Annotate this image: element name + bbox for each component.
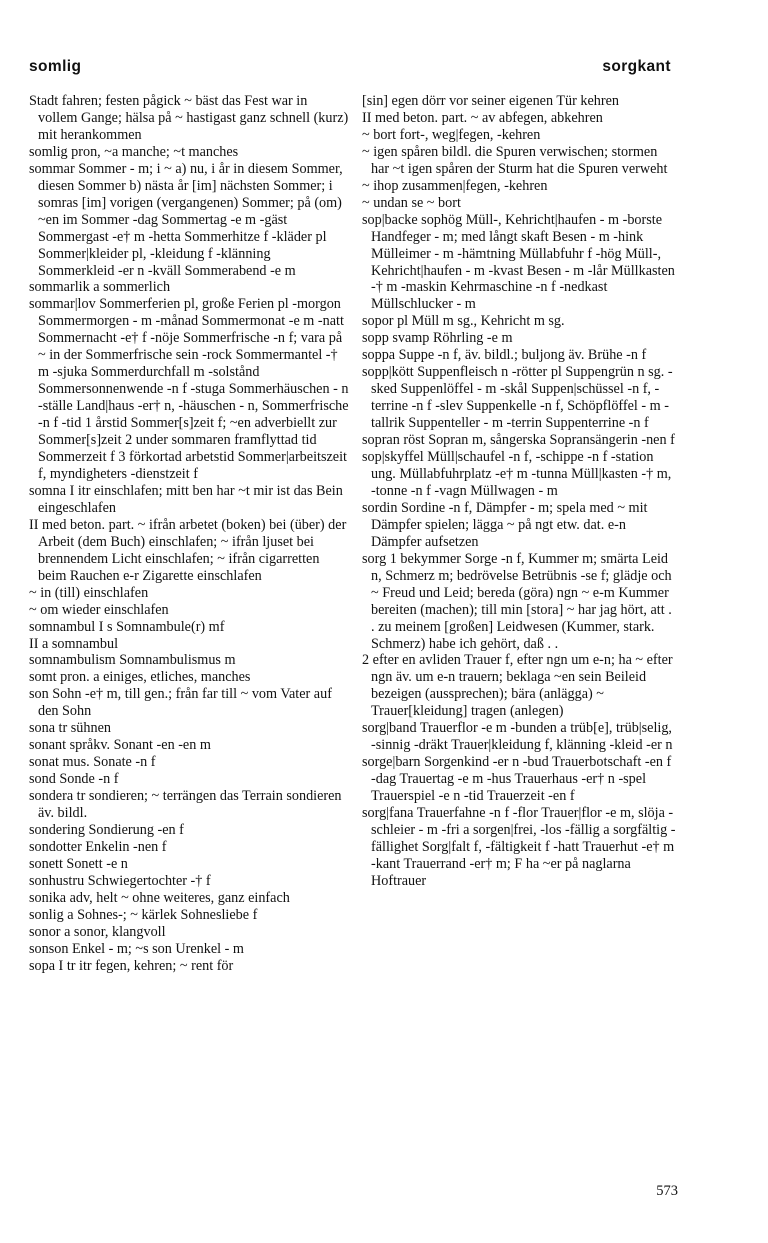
- dictionary-entry: II med beton. part. ~ av abfegen, abkehren: [362, 109, 603, 126]
- dictionary-entry: [sin] egen dörr vor seiner eigenen Tür kehren: [362, 93, 619, 109]
- dictionary-entry: sonson Enkel - m; ~s son Urenkel - m: [29, 940, 244, 957]
- dictionary-entry: sorg|band Trauerflor -e m -bunden a trüb[e], trüb|selig, -sinnig -dräkt Trauer|kleidung f, klänning -kleid -er n: [362, 720, 673, 754]
- running-head-left: somlig: [29, 58, 82, 75]
- dictionary-entry: ~ in (till) einschlafen: [29, 584, 149, 601]
- dictionary-entry: sopp svamp Röhrling -e m: [362, 330, 513, 347]
- dictionary-entry: sonlig a Sohnes-; ~ kärlek Sohnesliebe f: [29, 906, 258, 923]
- dictionary-entry: ~ ihop zusammen|fegen, -kehren: [362, 177, 548, 194]
- dictionary-entry: soppa Suppe -n f, äv. bildl.; buljong äv. Brühe -n f: [362, 347, 647, 364]
- dictionary-entry: somlig pron, ~a manche; ~t manches: [29, 143, 239, 160]
- right-column: [362, 93, 678, 890]
- dictionary-entry: sommarlik a sommerlich: [29, 279, 171, 296]
- dictionary-entry: sommar Sommer - m; i ~ a) nu, i år in diesem Sommer, diesen Sommer b) nästa år [im] nächsten Sommer; i somras [im] vorigen (vergangenen) Sommer; på (om) ~en im Sommer -dag Sommertag -e m -gäst Sommergast -e† m -hetta Sommerhitze f -kläder pl Sommer|kleider pl, -kleidung f -klänning Sommerkleid -er n -kväll Sommerabend -e m: [29, 160, 343, 279]
- left-column: [29, 93, 349, 975]
- dictionary-entry: sonor a sonor, klangvoll: [29, 923, 166, 940]
- dictionary-entry: ~ igen spåren bildl. die Spuren verwischen; stormen har ~t igen spåren der Sturm hat die Spuren verweht: [362, 143, 668, 177]
- dictionary-entry: sonat mus. Sonate -n f: [29, 754, 156, 771]
- dictionary-entry: sommar|lov Sommerferien pl, große Ferien pl -morgon Sommermorgen - m -månad Sommermonat -e m -natt Sommernacht -e† f -nöje Sommerfrische -n f; vara på ~ in der Sommerfrische sein -rock Sommermantel -† m -sjuka Sommerdurchfall m -solstånd Sommersonnenwende -n f -stuga Sommerhäuschen - n -ställe Land|haus -er† n, -häuschen - n, Sommerfrische -n f -tid 1 årstid Sommer[s]zeit f; ~en adverbiellt zur Sommer[s]zeit 2 under sommaren framflyttad tid Sommerzeit f 3 förkortad arbetstid Sommer|arbeitszeit f, myndigheters -dienstzeit f: [29, 296, 349, 482]
- dictionary-entry: sorge|barn Sorgenkind -er n -bud Trauerbotschaft -en f -dag Trauertag -e m -hus Trauerhaus -er† n -spel Trauerspiel -e n -tid Trauerzeit -en f: [362, 754, 672, 805]
- dictionary-entry: ~ undan se ~ bort: [362, 194, 461, 211]
- dictionary-entry: II a somnambul: [29, 635, 119, 652]
- dictionary-entry: somt pron. a einiges, etliches, manches: [29, 669, 251, 686]
- dictionary-entry: sonika adv, helt ~ ohne weiteres, ganz einfach: [29, 889, 290, 906]
- dictionary-entry: sona tr sühnen: [29, 720, 111, 737]
- dictionary-entry: sonant språkv. Sonant -en -en m: [29, 737, 211, 754]
- dictionary-entry: sordin Sordine -n f, Dämpfer - m; spela med ~ mit Dämpfer spielen; lägga ~ på ngt etw. dat. e-n Dämpfer aufsetzen: [362, 499, 648, 550]
- dictionary-entry: sond Sonde -n f: [29, 771, 119, 788]
- dictionary-entry: sopran röst Sopran m, sångerska Sopransängerin -nen f: [362, 432, 675, 449]
- running-head-right: sorgkant: [602, 58, 671, 75]
- dictionary-entry: sop|backe sophög Müll-, Kehricht|haufen - m -borste Handfeger - m; med långt skaft Besen - m -hink Mülleimer - m -hämtning Müllabfuhr f -hög Müll-, Kehricht|haufen - m -kvast Besen - m -lår Müllkasten -† m -maskin Kehrmaschine -n f -nedkast Müllschlucker - m: [362, 211, 675, 313]
- dictionary-entry: sondering Sondierung -en f: [29, 821, 184, 838]
- dictionary-entry: sopa I tr itr fegen, kehren; ~ rent för: [29, 957, 234, 974]
- dictionary-entry: somnambul I s Somnambule(r) mf: [29, 618, 225, 635]
- dictionary-entry: sondotter Enkelin -nen f: [29, 838, 167, 855]
- dictionary-entry: II med beton. part. ~ ifrån arbetet (boken) bei (über) der Arbeit (dem Buch) einschlafen; ~ ifrån ljuset bei brennendem Licht einschlafen; ~ ifrån cigarretten beim Rauchen e-r Zigarette einschlafen: [29, 516, 347, 584]
- dictionary-entry: 2 efter en avliden Trauer f, efter ngn um e-n; ha ~ efter ngn äv. um e-n trauern; beklaga ~en sein Beileid bezeigen (aussprechen); bära (anlägga) ~ Trauer[kleidung] tragen (anlegen): [362, 652, 673, 720]
- dictionary-entry: somna I itr einschlafen; mitt ben har ~t mir ist das Bein eingeschlafen: [29, 482, 343, 516]
- dictionary-entry: Stadt fahren; festen pågick ~ bäst das Fest war in vollem Gange; hälsa på ~ hastigast ganz schnell (kurz) mit herankommen: [29, 93, 349, 143]
- dictionary-entry: somnambulism Somnambulismus m: [29, 652, 236, 669]
- dictionary-entry: sonett Sonett -e n: [29, 855, 128, 872]
- dictionary-entry: sorg 1 bekymmer Sorge -n f, Kummer m; smärta Leid n, Schmerz m; bedrövelse Betrübnis -se f; glädje och ~ Freud und Leid; bereda (göra) ngn ~ e-m Kummer bereiten (machen); till min [stora] ~ har jag hört, att . . zu meinem [großen] Leidwesen (Kummer, stark. Schmerz) habe ich gehört, daß . .: [362, 550, 672, 652]
- dictionary-entry: sorg|fana Trauerfahne -n f -flor Trauer|flor -e m, slöja -schleier - m -fri a sorgen|frei, -los -fällig a sorgfältig -fällighet Sorg|falt f, -fältigkeit f -hatt Trauerhut -e† m -kant Trauerrand -er† m; F ha ~er på naglarna Hoftrauer: [362, 805, 676, 889]
- dictionary-entry: sonhustru Schwiegertochter -† f: [29, 872, 211, 889]
- dictionary-entry: sopp|kött Suppenfleisch n -rötter pl Suppengrün n sg. -sked Suppenlöffel - m -skål Suppen|schüssel -n f, -terrine -n f -slev Suppenkelle -n f, Schöpflöffel - m -tallrik Suppenteller - m -terrin Suppenterrine -n f: [362, 364, 673, 432]
- dictionary-entry: sop|skyffel Müll|schaufel -n f, -schippe -n f -station ung. Müllabfuhrplatz -e† m -tunna Müll|kasten -† m, -tonne -n f -vagn Müllwagen - m: [362, 449, 672, 499]
- dictionary-entry: sondera tr sondieren; ~ terrängen das Terrain sondieren äv. bildl.: [29, 788, 342, 822]
- dictionary-entry: son Sohn -e† m, till gen.; från far till ~ vom Vater auf den Sohn: [29, 686, 332, 720]
- dictionary-entry: ~ om wieder einschlafen: [29, 601, 169, 618]
- dictionary-entry: sopor pl Müll m sg., Kehricht m sg.: [362, 313, 565, 330]
- dictionary-entry: ~ bort fort-, weg|fegen, -kehren: [362, 126, 541, 143]
- page-number: 573: [656, 1183, 678, 1199]
